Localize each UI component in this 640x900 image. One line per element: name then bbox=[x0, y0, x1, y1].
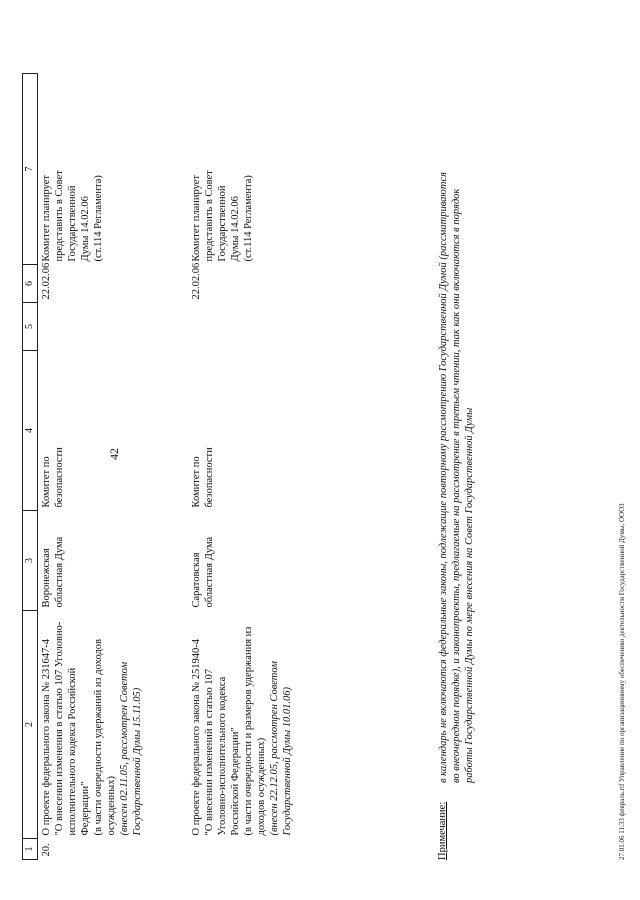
header-cell: 3 bbox=[23, 511, 38, 611]
bill-title-line: О проекте федерального закона № 251940-4 bbox=[190, 638, 202, 836]
committee-line: Комитет по bbox=[190, 456, 202, 508]
header-cell: 1 bbox=[23, 839, 38, 860]
status-line: представить в Совет bbox=[54, 170, 65, 262]
page-number: 42 bbox=[107, 448, 121, 460]
column-5-cell bbox=[188, 303, 296, 351]
table-row bbox=[38, 74, 188, 860]
status-line: Комитет планирует bbox=[41, 175, 52, 262]
bill-title-line: Уголовно-исполнительного кодекса bbox=[216, 676, 228, 836]
bill-title-line: О проекте федерального закона № 231647-4 bbox=[41, 638, 52, 836]
initiator-cell bbox=[38, 511, 188, 611]
bill-title-line: Российской Федерации" bbox=[229, 727, 241, 836]
note-line: во внеочередном порядке), и законопроекты, предлагаемые на рассмотрение в третьем чтении, так как они включаются в порядок bbox=[451, 188, 462, 783]
bill-note-line: (внесен 22.12.05, рассмотрен Советом bbox=[268, 661, 280, 836]
committee-line: Комитет по bbox=[41, 456, 52, 508]
bill-title-cell bbox=[38, 611, 188, 839]
committee-line: безопасности bbox=[54, 447, 65, 508]
status-cell bbox=[188, 74, 296, 265]
header-cell: 4 bbox=[23, 351, 38, 511]
row-number: 20. bbox=[41, 843, 52, 857]
note-line: работы Государственной Думы по мере внесения на Совет Государственной Думы bbox=[464, 407, 475, 783]
bill-title-line: "О внесении изменений в статью 107 bbox=[203, 668, 215, 836]
table-header-row bbox=[23, 74, 38, 860]
note-line: в календарь не включаются федеральные законы, подлежащие повторному рассмотрению Государственной Думой (рассматриваются bbox=[438, 172, 449, 783]
initiator-line: областная Дума bbox=[203, 536, 215, 608]
header-cell: 2 bbox=[23, 611, 38, 839]
column-5-cell bbox=[38, 303, 188, 351]
status-line: Государственной bbox=[216, 185, 228, 262]
footer-file-path: 27.01.06 11:33 февраль.rtf Управление по организационному обеспечению деятельности Государственной Думы, ОООЗ bbox=[618, 503, 626, 860]
bill-title-line: (в части очередности и размеров удержания из bbox=[242, 626, 254, 836]
date-cell: 22.02.06 bbox=[41, 262, 52, 300]
header-cell: 7 bbox=[23, 74, 38, 265]
committee-line: безопасности bbox=[203, 447, 215, 508]
status-line: Думы 14.02.06 bbox=[229, 196, 241, 262]
calendar-table bbox=[22, 73, 296, 860]
initiator-line: Саратовская bbox=[190, 552, 202, 608]
status-line: Государственной bbox=[67, 185, 78, 262]
bill-title-line: Федерации" bbox=[80, 781, 91, 836]
status-line: Думы 14.02.06 bbox=[80, 196, 91, 262]
bill-title-line: "О внесении изменения в статью 107 Уголовно- bbox=[54, 621, 65, 836]
initiator-line: Воронежская bbox=[41, 548, 52, 608]
status-cell bbox=[38, 74, 188, 265]
row-number bbox=[188, 839, 296, 860]
header-cell: 5 bbox=[23, 303, 38, 351]
status-line: Комитет планирует bbox=[190, 175, 202, 262]
status-line: представить в Совет bbox=[203, 170, 215, 262]
bill-title-line: осужденных) bbox=[106, 776, 117, 836]
bill-note-line: Государственной Думы 15.11.05) bbox=[132, 687, 143, 836]
bill-note-line: Государственной Думы 10.01.06) bbox=[281, 687, 293, 836]
initiator-line: областная Дума bbox=[54, 536, 65, 608]
status-line: (ст.114 Регламента) bbox=[93, 175, 104, 262]
bill-title-line: доходов осужденных) bbox=[255, 737, 267, 836]
bill-title-line: исполнительного кодекса Российской bbox=[67, 667, 78, 836]
table-row bbox=[188, 74, 296, 860]
date-cell: 22.02.06 bbox=[190, 262, 202, 300]
bill-note-line: (внесен 02.11.05, рассмотрен Советом bbox=[119, 661, 130, 836]
initiator-cell bbox=[188, 511, 296, 611]
status-line: (ст.114 Регламента) bbox=[242, 175, 254, 262]
bill-title-cell bbox=[188, 611, 296, 839]
header-cell: 6 bbox=[23, 265, 38, 303]
note-text bbox=[437, 83, 476, 783]
note-label: Примечание: bbox=[437, 801, 448, 860]
committee-cell bbox=[38, 351, 188, 511]
bill-title-line: (в части очередности удержаний из доходов bbox=[93, 639, 104, 836]
committee-cell bbox=[188, 351, 296, 511]
